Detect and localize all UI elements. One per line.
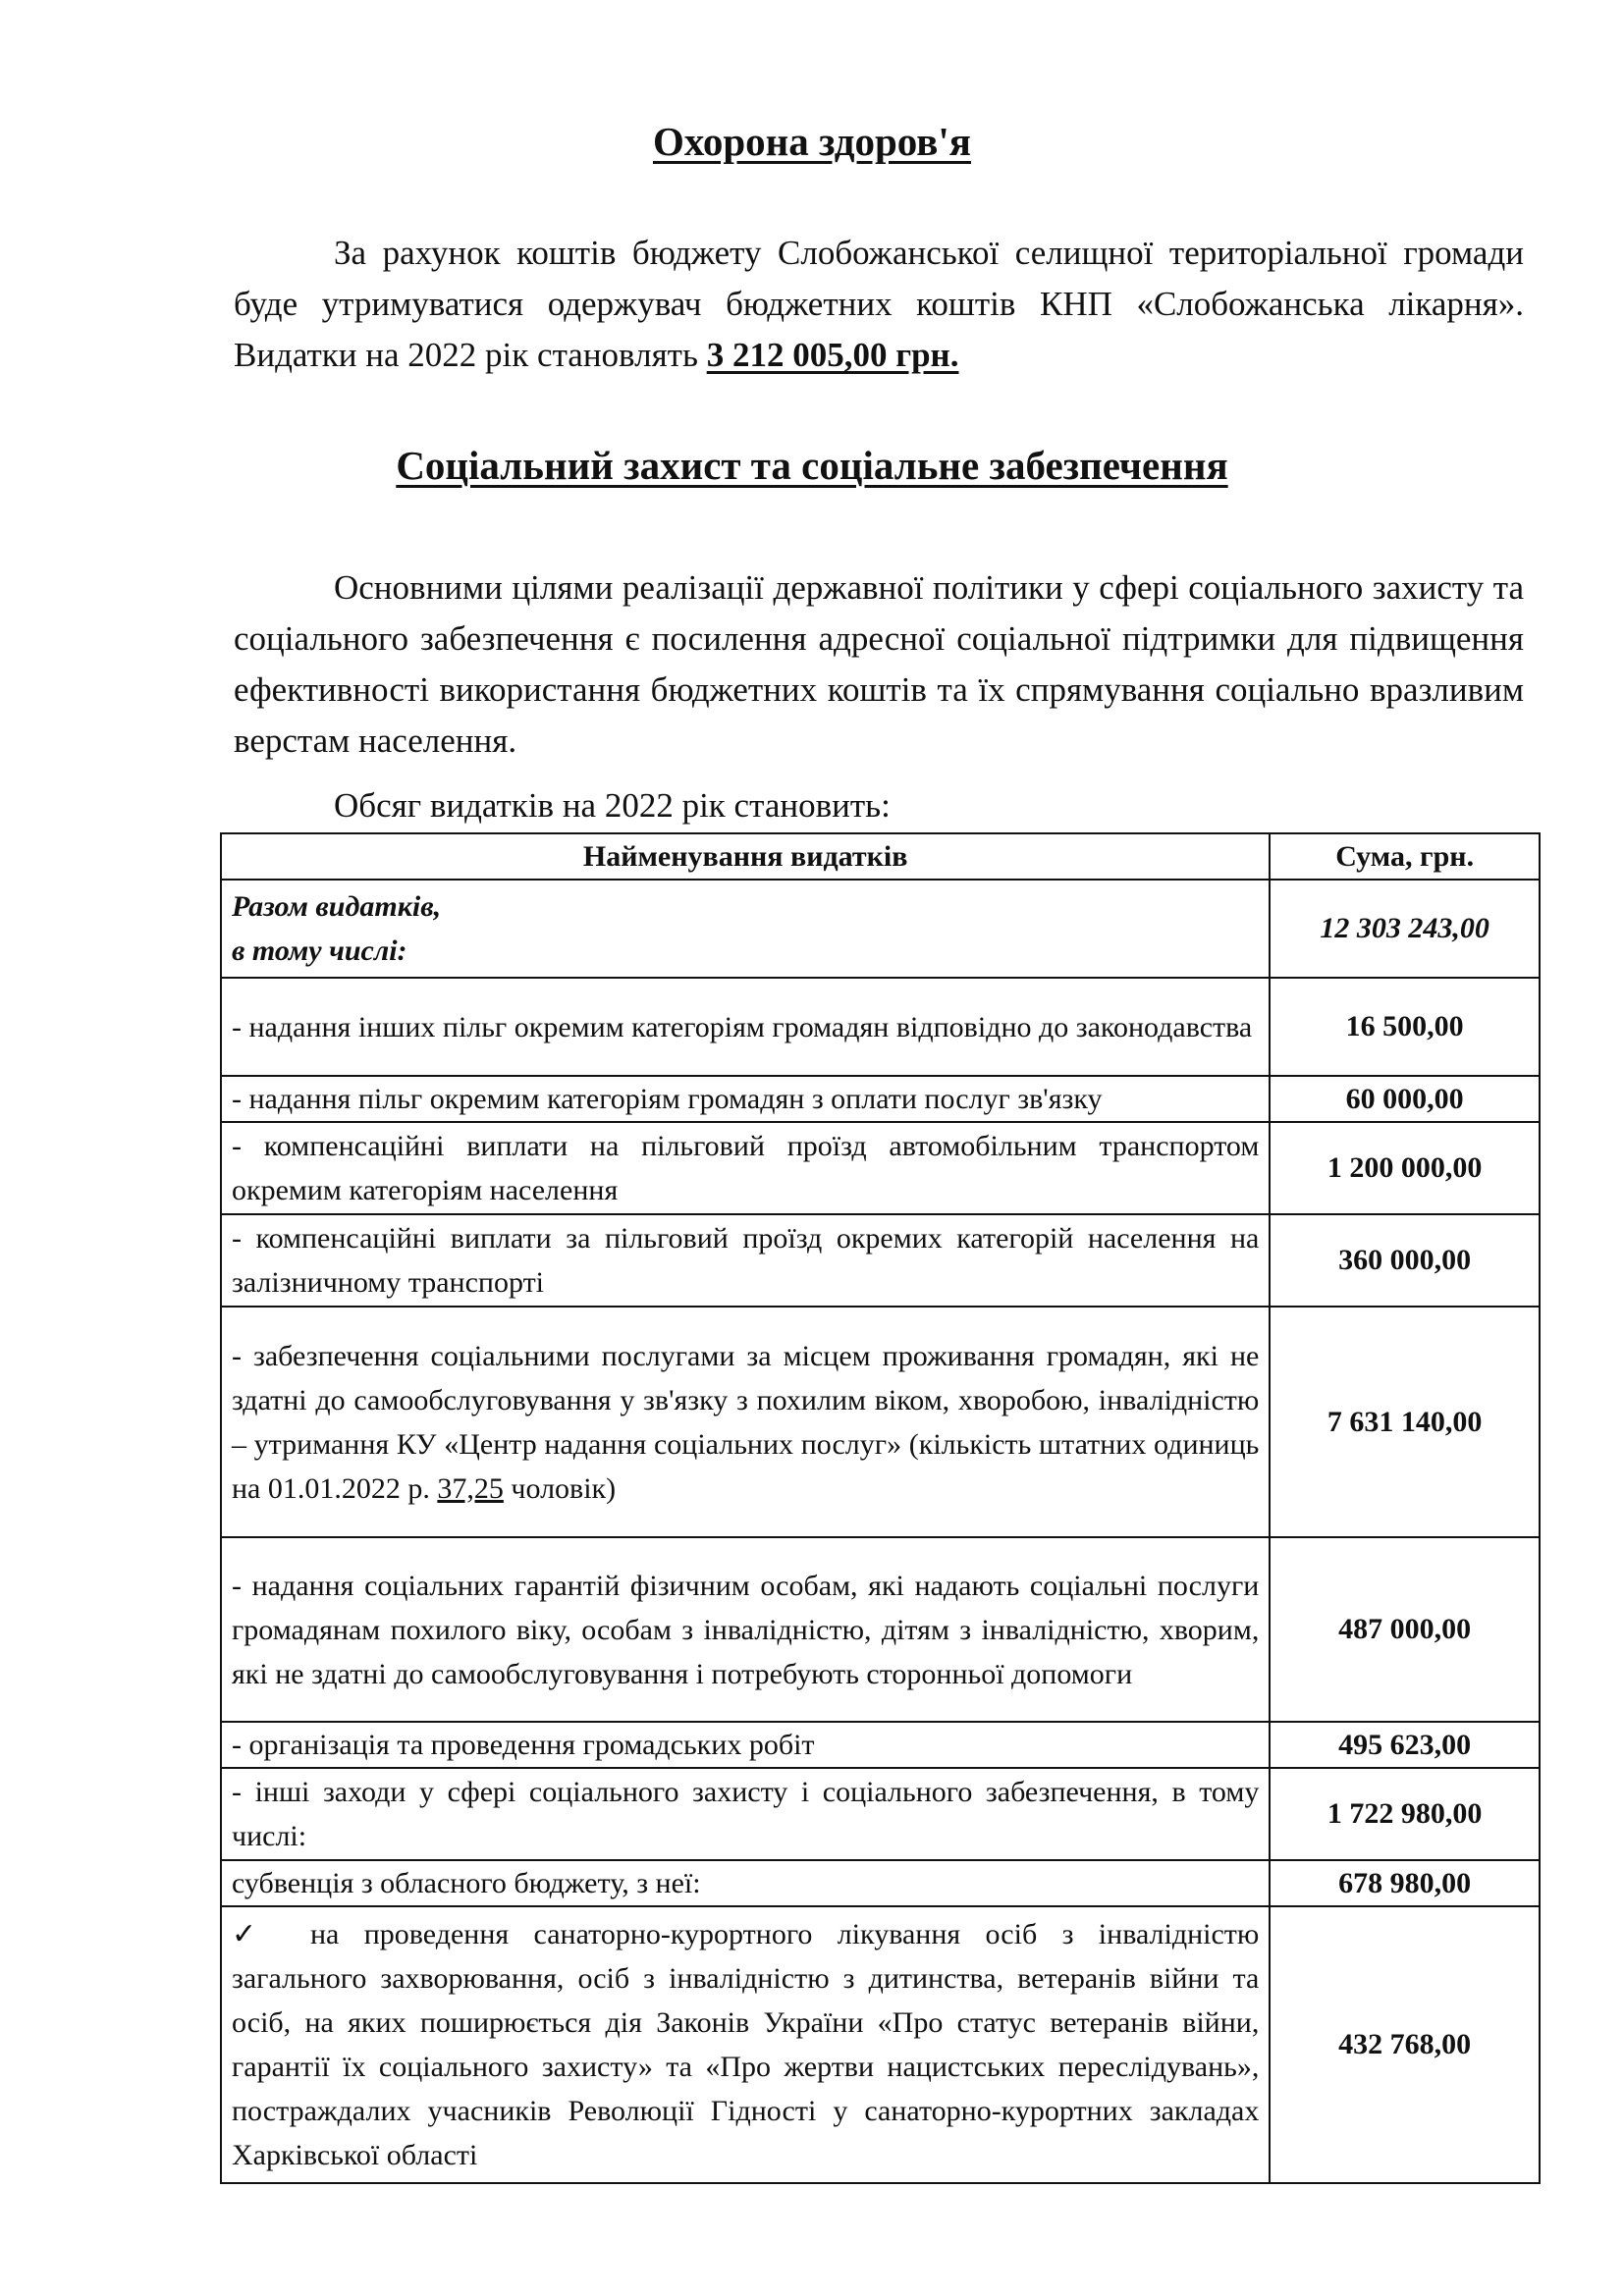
expenses-lead-text: Обсяг видатків на 2022 рік становить: bbox=[334, 786, 891, 825]
health-section-title: Охорона здоров'я bbox=[653, 119, 971, 164]
table-header-row bbox=[221, 833, 1540, 880]
table-row bbox=[221, 1076, 1540, 1122]
row-sum: 7 631 140,00 bbox=[1270, 1307, 1540, 1537]
row-label-text: на проведення санаторно-курортного лікування осіб з інвалідністю загального захворювання, осіб з інвалідністю з дитинства, ветеранів війни та осіб, на яких поширюється дія Законів України «Про статус ветеранів війни, гарантії їх соціального захисту» та «Про жертви нацистських переслідувань», постраждалих учасників Революції Гідності у санаторно-курортних закладах Харківської області bbox=[232, 1918, 1260, 2171]
row-label: - компенсаційні виплати за пільговий проїзд окремих категорій населення на залізничному транспорті bbox=[221, 1214, 1270, 1307]
row-sum: 1 722 980,00 bbox=[1270, 1768, 1540, 1860]
row-label: - надання пільг окремим категоріям громадян з оплати послуг зв'язку bbox=[221, 1076, 1270, 1122]
row-label-tail: чоловік) bbox=[503, 1471, 617, 1505]
table-row-total bbox=[221, 880, 1540, 978]
row-label: - організація та проведення громадських робіт bbox=[221, 1722, 1270, 1768]
table-row bbox=[221, 1122, 1540, 1214]
row-label bbox=[221, 1307, 1270, 1537]
row-label: - надання соціальних гарантій фізичним особам, які надають соціальні послуги громадянам похилого віку, особам з інвалідністю, дітям з інвалідністю, хворим, які не здатні до самообслуговування і потребують сторонньої допомоги bbox=[221, 1537, 1270, 1722]
row-sum: 1 200 000,00 bbox=[1270, 1122, 1540, 1214]
header-name: Найменування видатків bbox=[221, 833, 1270, 880]
row-label-text: - забезпечення соціальними послугами за місцем проживання громадян, які не здатні до самообслуговування у зв'язку з похилим віком, хворобою, інвалідністю – утримання КУ «Центр надання соціальних послуг» (кількість штатних одиниць на 01.01.2022 р. bbox=[232, 1339, 1260, 1505]
table-row bbox=[221, 1214, 1540, 1307]
row-sum: 432 768,00 bbox=[1270, 1906, 1540, 2183]
row-label: - інші заходи у сфері соціального захисту і соціального забезпечення, в тому числі: bbox=[221, 1768, 1270, 1860]
table-row bbox=[221, 978, 1540, 1076]
row-sum: 487 000,00 bbox=[1270, 1537, 1540, 1722]
social-paragraph: Основними цілями реалізації державної політики у сфері соціального захисту та соціального забезпечення є посилення адресної соціальної підтримки для підвищення ефективності використання бюджетних коштів та їх спрямування соціально вразливим верстам населення. bbox=[234, 568, 1524, 760]
total-sum: 12 303 243,00 bbox=[1270, 880, 1540, 978]
row-sum: 360 000,00 bbox=[1270, 1214, 1540, 1307]
table-row bbox=[221, 1307, 1540, 1537]
staff-count: 37,25 bbox=[437, 1471, 504, 1505]
row-sum: 678 980,00 bbox=[1270, 1860, 1540, 1906]
row-sum: 495 623,00 bbox=[1270, 1722, 1540, 1768]
health-paragraph bbox=[234, 228, 1524, 381]
total-label-line1: Разом видатків, bbox=[232, 890, 442, 923]
row-sum: 16 500,00 bbox=[1270, 978, 1540, 1076]
checkmark-icon: ✓ bbox=[232, 1918, 257, 1950]
total-label-line2: в тому числі: bbox=[232, 934, 407, 967]
table-row bbox=[221, 1722, 1540, 1768]
row-label: - надання інших пільг окремим категоріям громадян відповідно до законодавства bbox=[221, 978, 1270, 1076]
header-sum: Сума, грн. bbox=[1270, 833, 1540, 880]
row-label: субвенція з обласного бюджету, з неї: bbox=[221, 1860, 1270, 1906]
health-text: За рахунок коштів бюджету Слобожанської селищної територіальної громади буде утримуватися одержувач бюджетних коштів КНП «Слобожанська лікарня». Видатки на 2022 рік становлять bbox=[234, 234, 1524, 374]
total-label bbox=[221, 880, 1270, 978]
social-section-title: Соціальний захист та соціальне забезпечення bbox=[396, 443, 1228, 488]
row-label: - компенсаційні виплати на пільговий проїзд автомобільним транспортом окремим категоріям населення bbox=[221, 1122, 1270, 1214]
health-amount: 3 212 005,00 грн. bbox=[706, 336, 959, 374]
table-row bbox=[221, 1537, 1540, 1722]
table-row bbox=[221, 1906, 1540, 2183]
expenses-table bbox=[220, 832, 1541, 2184]
row-sum: 60 000,00 bbox=[1270, 1076, 1540, 1122]
table-row bbox=[221, 1860, 1540, 1906]
row-label bbox=[221, 1906, 1270, 2183]
table-row bbox=[221, 1768, 1540, 1860]
